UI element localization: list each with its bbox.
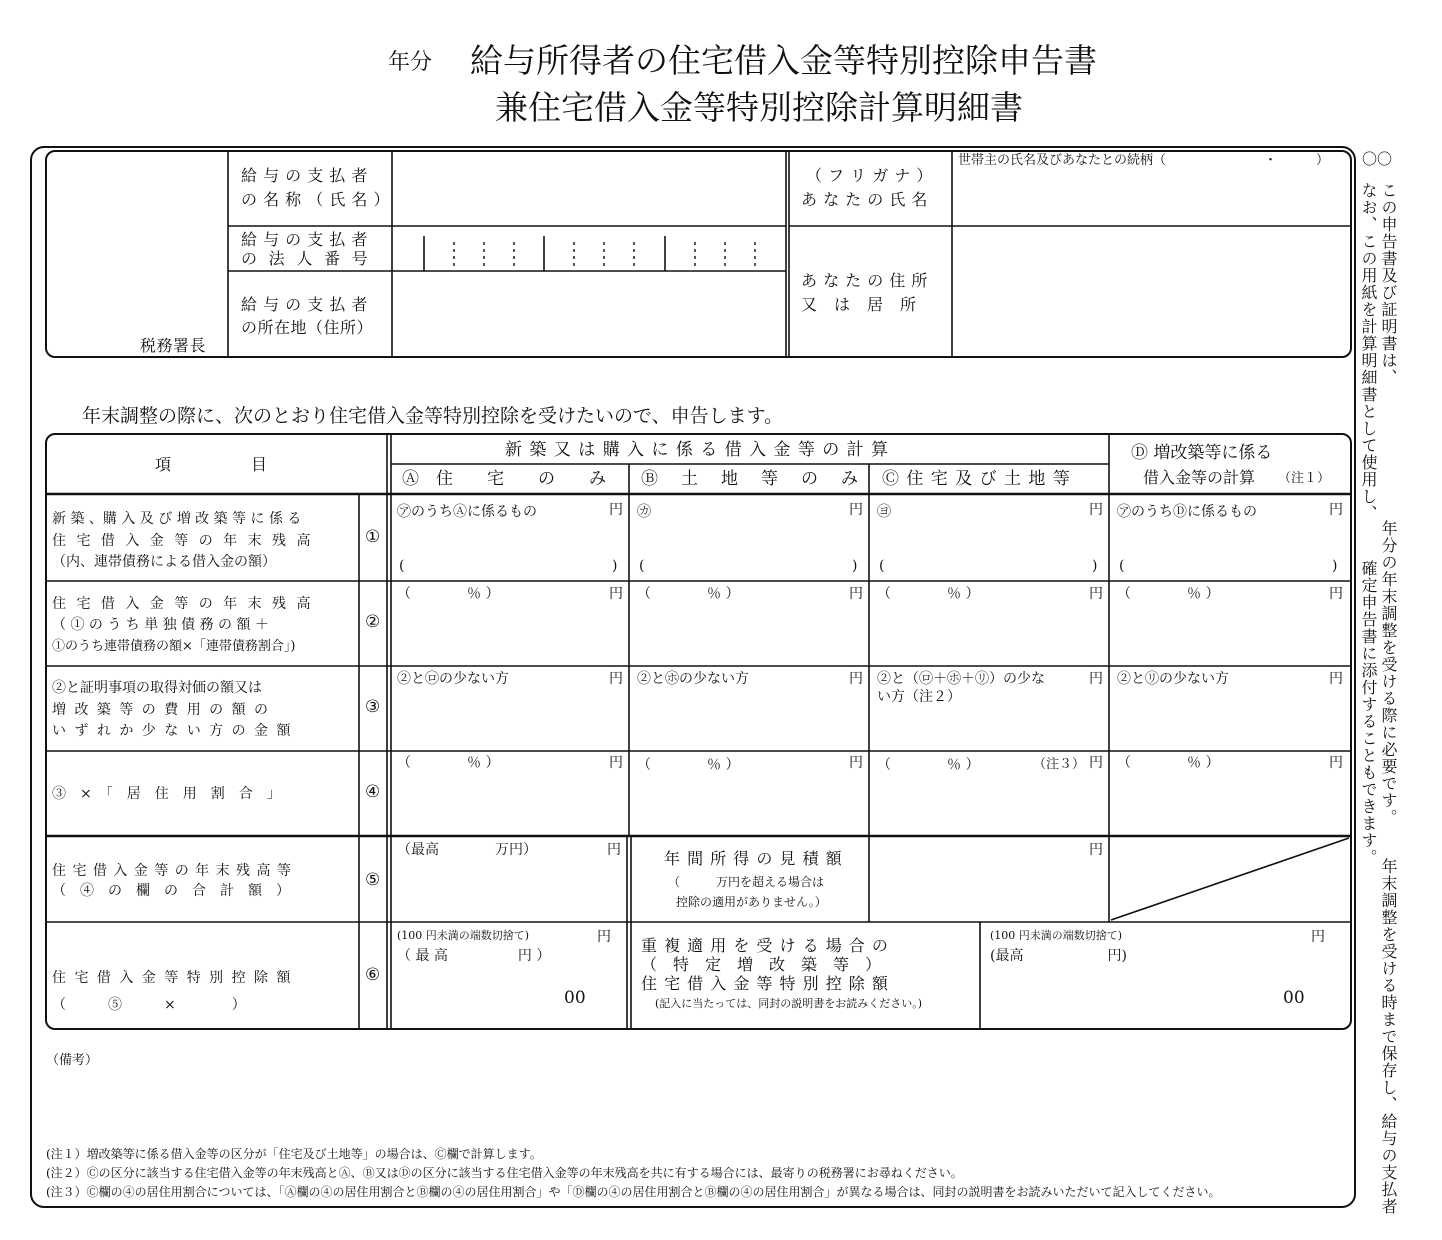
side-text-3: 年分の年末調整を受ける際に必要です。 — [1379, 520, 1398, 826]
payer-address-field[interactable] — [394, 273, 784, 355]
furigana-label: （ フ リ ガ ナ ） — [806, 166, 933, 185]
row3-b-label: ②と㋭の少ない方 — [637, 671, 749, 687]
row4-c-yen: 円 — [1089, 755, 1103, 771]
your-address-field[interactable] — [954, 228, 1350, 356]
row4-c-pct: （ ％ ） — [877, 757, 980, 773]
row3-label-1: ②と証明事項の取得対価の額又は — [52, 680, 262, 696]
payer-address-label-2: の所在地（住所） — [241, 318, 374, 337]
your-name-field[interactable] — [954, 172, 1350, 224]
row1-d-paren-open: ( — [1119, 558, 1125, 574]
row4-label: ③ × 「 居 住 用 割 合 」 — [52, 786, 281, 802]
col-d-note: （注１） — [1278, 471, 1331, 486]
row2-label-3: ①のうち連帯債務の額×「連帯債務割合」) — [52, 639, 296, 654]
row3-d-yen: 円 — [1329, 671, 1343, 687]
row4-num: ④ — [365, 782, 381, 802]
dup-round-note: (100 円未満の端数切捨て) — [990, 929, 1123, 942]
household-close: ） — [1316, 153, 1330, 168]
row6-max: （ 最 高 円 ） — [397, 948, 551, 964]
row2-c-yen: 円 — [1089, 586, 1103, 602]
payer-address-label-1: 給 与 の 支 払 者 — [241, 295, 368, 314]
row2-b-pct: （ ％ ） — [637, 586, 740, 602]
row6-num: ⑥ — [365, 965, 381, 985]
dup-note: (記入に当たっては、同封の説明書をお読みください。) — [655, 997, 923, 1010]
row4-b-pct: （ ％ ） — [637, 757, 740, 773]
side-text-2: なお、この用紙を計算明細書として使用し、 — [1359, 182, 1378, 522]
household-label: 世帯主の氏名及びあなたとの続柄（ — [958, 153, 1167, 168]
row2-c-pct: （ ％ ） — [877, 586, 980, 602]
row3-b-yen: 円 — [849, 671, 863, 687]
row1-b-paren-open: ( — [639, 558, 645, 574]
household-dot: ・ — [1264, 153, 1278, 168]
row1-d-paren-close: ) — [1332, 558, 1338, 574]
row3-a-label: ②と㋺の少ない方 — [397, 671, 509, 687]
remarks-label: （備考） — [46, 1053, 99, 1068]
row3-label-2: 増 改 築 等 の 費 用 の 額 の — [52, 702, 271, 718]
form-title-line2: 兼住宅借入金等特別控除計算明細書 — [495, 88, 1023, 127]
col-b-header: Ⓑ 土 地 等 の み — [641, 469, 861, 489]
row4-a-yen: 円 — [609, 755, 623, 771]
row1-c-paren-open: ( — [879, 558, 885, 574]
row3-d-label: ②と㋷の少ない方 — [1117, 671, 1229, 687]
row1-label-2: 住 宅 借 入 金 等 の 年 末 残 高 — [52, 533, 314, 549]
income-yen: 円 — [1089, 842, 1103, 858]
row2-a-yen: 円 — [609, 586, 623, 602]
row3-c-yen: 円 — [1089, 671, 1103, 687]
row2-b-yen: 円 — [849, 586, 863, 602]
col-c-header: Ⓒ 住 宅 及 び 土 地 等 — [882, 469, 1071, 489]
form-title-line1: 給与所得者の住宅借入金等特別控除申告書 — [470, 41, 1097, 80]
side-text-4: 確定申告書に添付することもできます。 — [1359, 560, 1378, 866]
note-2: (注２）Ⓒの区分に該当する住宅借入金等の年末残高とⒶ、Ⓑ又はⒹの区分に該当する住宅借入金等の年末残高を共に有する場合には、最寄りの税務署にお尋ねください。 — [46, 1166, 963, 1180]
row4-c-note: （注３） — [1033, 757, 1086, 772]
row6-label-2: （ ⑤ × ） — [52, 997, 246, 1013]
row2-a-pct: （ ％ ） — [397, 586, 500, 602]
row2-d-yen: 円 — [1329, 586, 1343, 602]
side-text-5: 年末調整を受ける時まで保存し、給与の支払者 — [1379, 858, 1398, 1215]
payer-corp-no-label-1: 給 与 の 支 払 者 — [241, 230, 368, 249]
row2-num: ② — [365, 612, 381, 632]
row1-c-label: ㋵ — [877, 504, 891, 520]
row1-a-paren-open: ( — [399, 558, 405, 574]
row1-c-yen: 円 — [1089, 502, 1103, 518]
row3-c-label-2: い方（注２） — [877, 689, 961, 705]
note-3: (注３）Ⓒ欄の④の居住用割合については、「Ⓐ欄の④の居住用割合とⒷ欄の④の居住用割合」や「Ⓓ欄の④の居住用割合とⒷ欄の④の居住用割合」が異なる場合は、同封の説明書をお読みいただいて記入してください。 — [46, 1185, 1221, 1199]
tax-office-label: 税務署長 — [140, 336, 207, 355]
payer-name-label-2: の 名 称 （ 氏 名 ） — [241, 190, 391, 209]
row4-a-pct: （ ％ ） — [397, 755, 500, 771]
your-address-label-2: 又 は 居 所 — [801, 295, 917, 314]
row4-d-pct: （ ％ ） — [1117, 755, 1220, 771]
col-d-header-2: 借入金等の計算 — [1143, 468, 1256, 487]
income-estimate-title: 年 間 所 得 の 見 積 額 — [664, 849, 843, 868]
dup-max: (最高 円) — [990, 948, 1127, 964]
row1-d-yen: 円 — [1329, 502, 1343, 518]
row5-max: （最高 万円） — [397, 842, 537, 858]
payer-corp-no-label-2: の 法 人 番 号 — [241, 249, 369, 268]
dup-zero: 00 — [1283, 988, 1305, 1008]
row1-num: ① — [365, 527, 381, 547]
row3-num: ③ — [365, 697, 381, 717]
row2-label-1: 住 宅 借 入 金 等 の 年 末 残 高 — [52, 596, 314, 612]
year-label: 年分 — [388, 50, 433, 75]
calc-header: 新 築 又 は 購 入 に 係 る 借 入 金 等 の 計 算 — [505, 440, 890, 460]
row6-round-note: (100 円未満の端数切捨て) — [397, 929, 530, 942]
item-header: 項 目 — [155, 455, 268, 474]
row6-zero: 00 — [564, 988, 586, 1008]
income-estimate-note-1: （ 万円を超える場合は — [668, 875, 825, 889]
row1-a-yen: 円 — [609, 502, 623, 518]
payer-name-label-1: 給 与 の 支 払 者 — [241, 166, 368, 185]
payer-name-field[interactable] — [394, 152, 784, 224]
row1-b-yen: 円 — [849, 502, 863, 518]
row1-label-1: 新 築 、購 入 及 び 増 改 築 等 に 係 る — [52, 511, 302, 527]
row6-yen: 円 — [597, 929, 611, 945]
dup-label-1: 重 複 適 用 を 受 け る 場 合 の — [641, 936, 889, 955]
row1-a-paren-close: ) — [612, 558, 618, 574]
row3-c-label-1: ②と（㋺＋㋭＋㋷）の少な — [877, 671, 1045, 687]
row1-c-paren-close: ) — [1092, 558, 1098, 574]
row5-yen: 円 — [607, 842, 621, 858]
side-text-1: この申告書及び証明書は、 — [1379, 182, 1398, 386]
dup-yen: 円 — [1311, 929, 1325, 945]
your-address-label-1: あ な た の 住 所 — [801, 271, 928, 290]
row1-a-label: ㋐のうちⒶに係るもの — [397, 504, 537, 520]
row4-d-yen: 円 — [1329, 755, 1343, 771]
row3-label-3: い ず れ か 少 な い 方 の 金 額 — [52, 723, 293, 739]
row2-d-pct: （ ％ ） — [1117, 586, 1220, 602]
row1-d-label: ㋐のうちⒹに係るもの — [1117, 504, 1257, 520]
row4-b-yen: 円 — [849, 755, 863, 771]
row1-b-paren-close: ) — [852, 558, 858, 574]
row2-label-2: （ ① の う ち 単 独 債 務 の 額 ＋ — [52, 617, 269, 633]
row1-label-3: （内、連帯債務による借入金の額） — [52, 554, 276, 570]
row5-label-1: 住 宅 借 入 金 等 の 年 末 残 高 等 — [52, 863, 292, 879]
declaration-text: 年末調整の際に、次のとおり住宅借入金等特別控除を受けたいので、申告します。 — [82, 405, 784, 427]
row5-num: ⑤ — [365, 870, 381, 890]
row3-a-yen: 円 — [609, 671, 623, 687]
your-name-label: あ な た の 氏 名 — [801, 190, 928, 209]
note-1: (注１）増改築等に係る借入金等の区分が「住宅及び土地等」の場合は、Ⓒ欄で計算します。 — [46, 1147, 542, 1161]
dup-label-3: 住 宅 借 入 金 等 特 別 控 除 額 — [641, 974, 889, 993]
row1-b-label: ㋕ — [637, 504, 651, 520]
side-circles: 〇〇 — [1362, 150, 1393, 168]
col-d-header-1: Ⓓ 増改築等に係る — [1131, 443, 1273, 463]
dup-label-2: （ 特 定 増 改 築 等 ） — [641, 955, 882, 974]
row6-label-1: 住 宅 借 入 金 等 特 別 控 除 額 — [52, 970, 293, 986]
row5-label-2: （ ④ の 欄 の 合 計 額 ） — [52, 883, 290, 899]
col-a-header: Ⓐ 住 宅 の み — [402, 469, 606, 489]
remarks-field[interactable] — [46, 1074, 1346, 1142]
income-estimate-note-2: 控除の適用がありません。） — [676, 895, 827, 909]
